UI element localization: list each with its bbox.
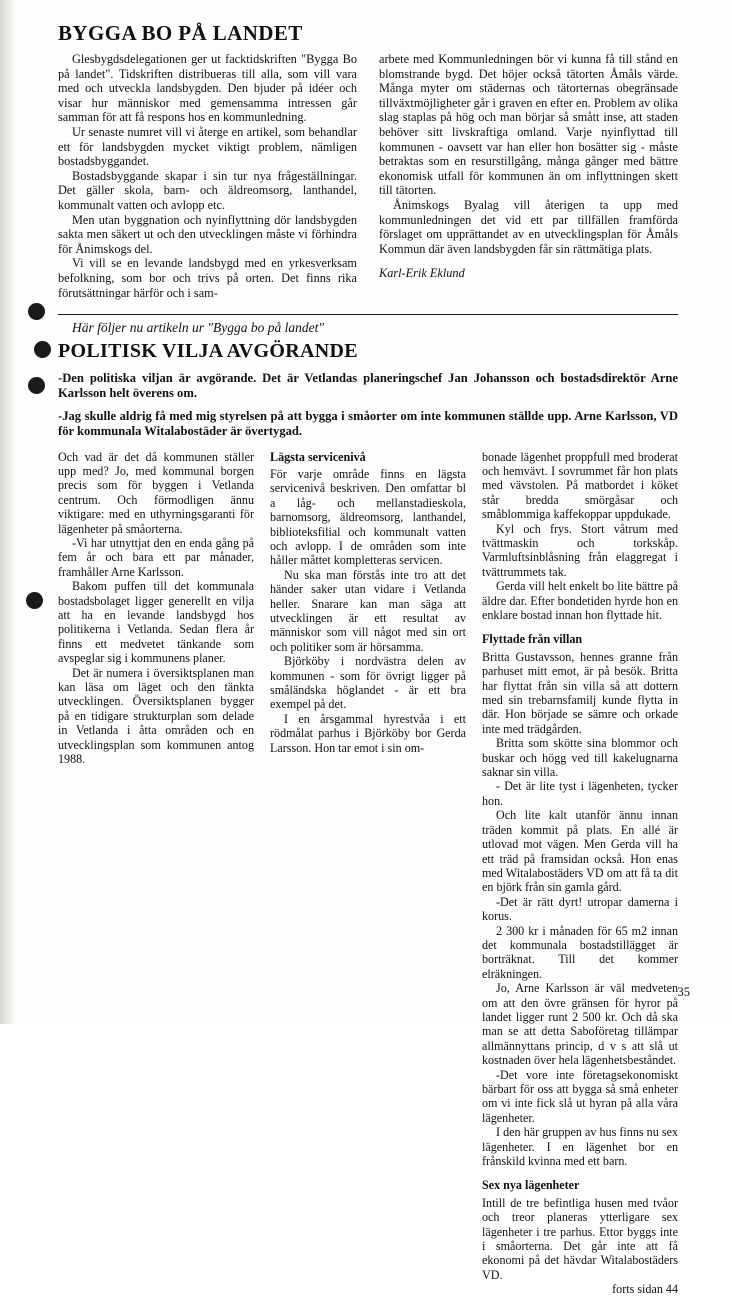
paragraph: Jo, Arne Karlsson är väl medveten om att den övre gränsen för hyror på landet ligger runt 2 500 kr. Och då ska man se att detta Saboföretag tillämpar allmännyttans princip, d v s att slå ut kostnaden över hela lägenhetsbeståndet. bbox=[482, 981, 678, 1068]
paragraph: Men utan byggnation och nyinflyttning dör landsbygden sakta men säkert ut och den utvecklingen måste vi förhindra för Ånimskogs del. bbox=[58, 212, 357, 256]
page-number: 35 bbox=[677, 985, 690, 999]
paragraph: arbete med Kommunledningen bör vi kunna få till stånd en blomstrande bygd. Det höjer också tätorten Åmåls värde. Många myter om städernas och tätorternas obegränsade tillväxtmöjligheter går i graven en efter en. Problem av olika slag staplas på hög och man börjar så smått inse, att staden behöver sitt livskraftiga omland. Varje nyinflyttad till kommunen - oavsett var han eller hon bosätter sig - måste betraktas som en resurstillgång, många gånger med bättre ekonomisk utfall för kommunen än om inflyttningen skett till tätorten. bbox=[379, 52, 678, 198]
article-lead-1: -Den politiska viljan är avgörande. Det är Vetlandas planeringschef Jan Johansson och bostadsdirektör Arne Karlsson helt överens om. bbox=[58, 370, 678, 400]
paragraph: Björköby i nordvästra delen av kommunen - som för övrigt ligger på småländska höglandet - är ett bra exempel på det. bbox=[270, 654, 466, 712]
paragraph: I den här gruppen av hus finns nu sex lägenheter. I en lägenhet bor en frånskild kvinna med ett barn. bbox=[482, 1125, 678, 1169]
article-content bbox=[58, 21, 678, 1297]
subheading-flyttade-fran-villan: Flyttade från villan bbox=[482, 632, 583, 647]
article-2-column-3 bbox=[482, 450, 678, 1297]
paragraph: Gerda vill helt enkelt bo lite bättre på äldre dar. Efter bondetiden hyrde hon en enklare bostad innan hon flyttade hit. bbox=[482, 579, 678, 623]
article-kicker: Här följer nu artikeln ur "Bygga bo på landet" bbox=[72, 320, 325, 336]
paragraph: Och lite kalt utanför ännu innan träden kommit på plats. En allé är utlovad mot vägen. Men Gerda vill ha ett träd på framsidan också. Hon enas med Witalabostäders VD om att få ta dit en björk från sin gamla gård. bbox=[482, 808, 678, 895]
article-1-column-2 bbox=[379, 52, 678, 300]
paragraph: Vi vill se en levande landsbygd med en yrkesverksam befolkning, som bor och trivs på orten. Det finns rika förutsättningar härför och i sam- bbox=[58, 256, 357, 300]
article-1-columns bbox=[58, 52, 678, 300]
article-lead-2: -Jag skulle aldrig få med mig styrelsen på att bygga i småorter om inte kommunen ställde upp. Arne Karlsson, VD för kommunala Witalabostäder är övertygad. bbox=[58, 409, 678, 439]
article-2-columns bbox=[58, 450, 678, 1297]
paragraph: För varje område finns en lägsta servicenivå beskriven. Den omfattar bl a låg- och mellanstadieskola, barnomsorg, äldreomsorg, lanthandel, biblioteksfilial och kommunalt vatten och avlopp. I de områden som inte håller måttet kompletteras servicen. bbox=[270, 466, 466, 568]
paragraph: Det är numera i översiktsplanen man kan läsa om läget och den tänkta utvecklingen. Översiktsplanen bygger på en tidigare strukturplan som delade in Vetlanda i åtta områden och en utvecklingsplan som kommunen antog 1988. bbox=[58, 665, 254, 767]
hole-punch-mark bbox=[28, 377, 45, 394]
paragraph: Nu ska man förstås inte tro att det händer saker utan vidare i Vetlanda heller. Snarare kan man säga att utvecklingen är ett resultat av människor som vill något med sin ort och politiker som är hörsamma. bbox=[270, 567, 466, 654]
paragraph: Glesbygdsdelegationen ger ut facktidskriften "Bygga Bo på landet". Tidskriften distribueras till alla, som vill vara med och utveckla landsbygden. Den bjuder på idéer och visar hur människor med gemensamma intressen går samman för att få respons hos en kommunledning. bbox=[58, 52, 357, 125]
paragraph: 2 300 kr i månaden för 65 m2 innan det kommunala bostadstillägget är borträknat. Till det kommer elräkningen. bbox=[482, 923, 678, 981]
paragraph: Bostadsbyggande skapar i sin tur nya frågeställningar. Det gäller skola, barn- och äldreomsorg, lanthandel, kommunalt vatten och avlopp etc. bbox=[58, 168, 357, 212]
article-headline-1: BYGGA BO PÅ LANDET bbox=[58, 21, 303, 45]
paragraph: Ånimskogs Byalag vill återigen ta upp med kommunledningen det vid ett par tillfällen framförda förslaget om upprättandet av en utvecklingsplan för Åmåls Kommun där även landsbygden får sin rättmätiga plats. bbox=[379, 197, 678, 256]
hole-punch-mark bbox=[28, 303, 45, 320]
article-byline: Karl-Erik Eklund bbox=[379, 266, 465, 281]
subheading-sex-nya-lagenheter: Sex nya lägenheter bbox=[482, 1178, 580, 1193]
paragraph: Britta som skötte sina blommor och buskar och högg ved till kakelugnarna saknar sin villa. bbox=[482, 736, 678, 780]
paragraph: Kyl och frys. Stort våtrum med tvättmaskin och torkskåp. Varmluftsinblåsning från elaggregat i tvättrummets tak. bbox=[482, 521, 678, 579]
article-2-column-2 bbox=[270, 450, 466, 1297]
subheading-lagsta-servieniva: Lägsta servicenivå bbox=[270, 449, 366, 464]
paragraph: Bakom puffen till det kommunala bostadsbolaget ligger generellt en vilja att ha en levande landsbygd hos politikerna i Vetlanda. Sedan flera år finns ett medvetet tänkande som avspeglar sig i kommunens planer. bbox=[58, 579, 254, 666]
paragraph: Britta Gustavsson, hennes granne från parhuset mitt emot, är på besök. Britta har flyttat från sin villa så att dottern med sin trebarnsfamilj kunde flytta in där. Hon började se sämre och orkade inte med trädgården. bbox=[482, 649, 678, 736]
paragraph: - Det är lite tyst i lägenheten, tycker hon. bbox=[482, 779, 678, 808]
paragraph: -Vi har utnyttjat den en enda gång på fem år och bara ett par månader, framhåller Arne Karlsson. bbox=[58, 535, 254, 579]
paragraph: bonade lägenhet proppfull med broderat och hemvävt. I sovrummet får hon plats med vävstolen. På matbordet i köket står bredda smörgåsar och småblommiga kaffekoppar uppdukade. bbox=[482, 449, 678, 522]
hole-punch-mark bbox=[34, 341, 51, 358]
paragraph: I en årsgammal hyrestvåa i ett rödmålat parhus i Björköby bor Gerda Larsson. Hon tar emot i sin om- bbox=[270, 711, 466, 755]
paragraph: -Det vore inte företagsekonomiskt bärbart för oss att bygga så små enheter om vi inte fick slå ut hyran på alla våra lägenheter. bbox=[482, 1067, 678, 1125]
article-2-column-1 bbox=[58, 450, 254, 1297]
paragraph: Intill de tre befintliga husen med tvåor och treor planeras ytterligare sex lägenheter i tre parhus. Ettor byggs inte i småorterna. Det går inte att få ekonomi på det hävdar Witalabostäders VD. bbox=[482, 1195, 678, 1282]
paragraph: Och vad är det då kommunen ställer upp med? Jo, med kommunal borgen precis som för byggen i Vetlanda centrum. Och förmodligen ännu viktigare: med en uthyrningsgaranti för lägenheter på småorterna. bbox=[58, 449, 254, 536]
hole-punch-mark bbox=[26, 592, 43, 609]
continued-reference: forts sidan 44 bbox=[612, 1282, 678, 1297]
paragraph: -Det är rätt dyrt! utropar damerna i korus. bbox=[482, 894, 678, 924]
paragraph: Ur senaste numret vill vi återge en artikel, som behandlar ett för landsbygden mycket viktigt problem, nämligen bostadsbyggandet. bbox=[58, 125, 357, 169]
section-divider bbox=[58, 314, 678, 315]
article-headline-2: POLITISK VILJA AVGÖRANDE bbox=[58, 339, 358, 362]
article-1-column-1 bbox=[58, 52, 357, 300]
